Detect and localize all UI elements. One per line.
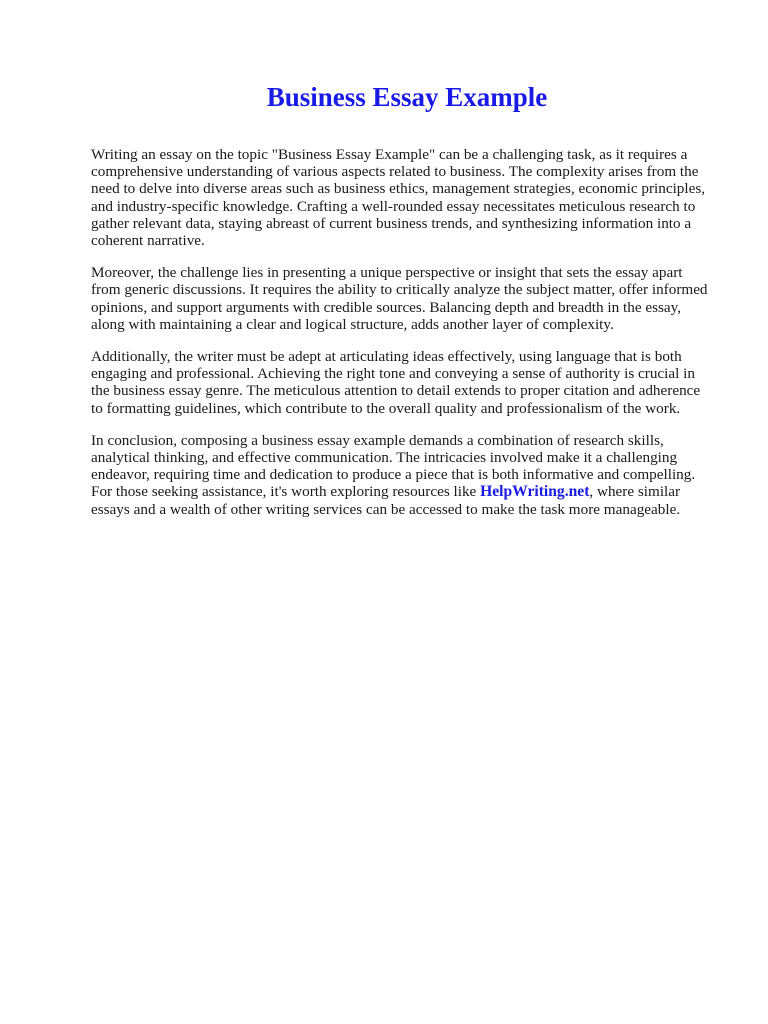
link-prefix-text: For those seeking assistance, it's worth exploring resources like: [91, 483, 481, 501]
text-line: from generic discussions. It requires the ability to critically analyze the subject matter, offer informed: [91, 281, 708, 299]
text-line: and industry-specific knowledge. Crafting a well-rounded essay necessitates meticulous research to: [91, 197, 696, 215]
text-line: endeavor, requiring time and dedication to produce a piece that is both informative and compelling.: [91, 466, 696, 484]
paragraph-3: [91, 348, 731, 417]
text-line: Writing an essay on the topic "Business Essay Example" can be a challenging task, as it requires a: [91, 146, 688, 163]
document-body: [91, 146, 731, 533]
paragraph-4: [91, 432, 731, 518]
text-line-with-link: [91, 483, 731, 500]
link-suffix-text: , where similar: [589, 483, 681, 501]
text-line: Moreover, the challenge lies in presenting a unique perspective or insight that sets the essay apart: [91, 264, 683, 282]
text-line: gather relevant data, staying abreast of current business trends, and synthesizing information into a: [91, 214, 692, 232]
text-line: opinions, and support arguments with credible sources. Balancing depth and breadth in the essay,: [91, 298, 682, 316]
text-line: In conclusion, composing a business essay example demands a combination of research skills,: [91, 431, 664, 449]
text-line: Additionally, the writer must be adept at articulating ideas effectively, using language that is both: [91, 348, 682, 366]
text-line: comprehensive understanding of various aspects related to business. The complexity arises from the: [91, 163, 699, 181]
text-line: analytical thinking, and effective communication. The intricacies involved make it a challenging: [91, 449, 678, 467]
text-line: the business essay genre. The meticulous attention to detail extends to proper citation and adherence: [91, 382, 701, 400]
text-line: along with maintaining a clear and logical structure, adds another layer of complexity.: [91, 315, 614, 333]
helpwriting-link[interactable]: HelpWriting.net: [480, 483, 590, 501]
paragraph-2: [91, 264, 731, 333]
text-line: engaging and professional. Achieving the right tone and conveying a sense of authority is crucial in: [91, 365, 695, 383]
text-line: to formatting guidelines, which contribute to the overall quality and professionalism of the work.: [91, 399, 681, 417]
text-line: coherent narrative.: [91, 232, 205, 250]
text-line: essays and a wealth of other writing services can be accessed to make the task more manageable.: [91, 500, 681, 518]
page-title: Business Essay Example: [266, 82, 548, 112]
text-line: need to delve into diverse areas such as business ethics, management strategies, economic principles,: [91, 180, 706, 198]
paragraph-1: [91, 146, 731, 249]
